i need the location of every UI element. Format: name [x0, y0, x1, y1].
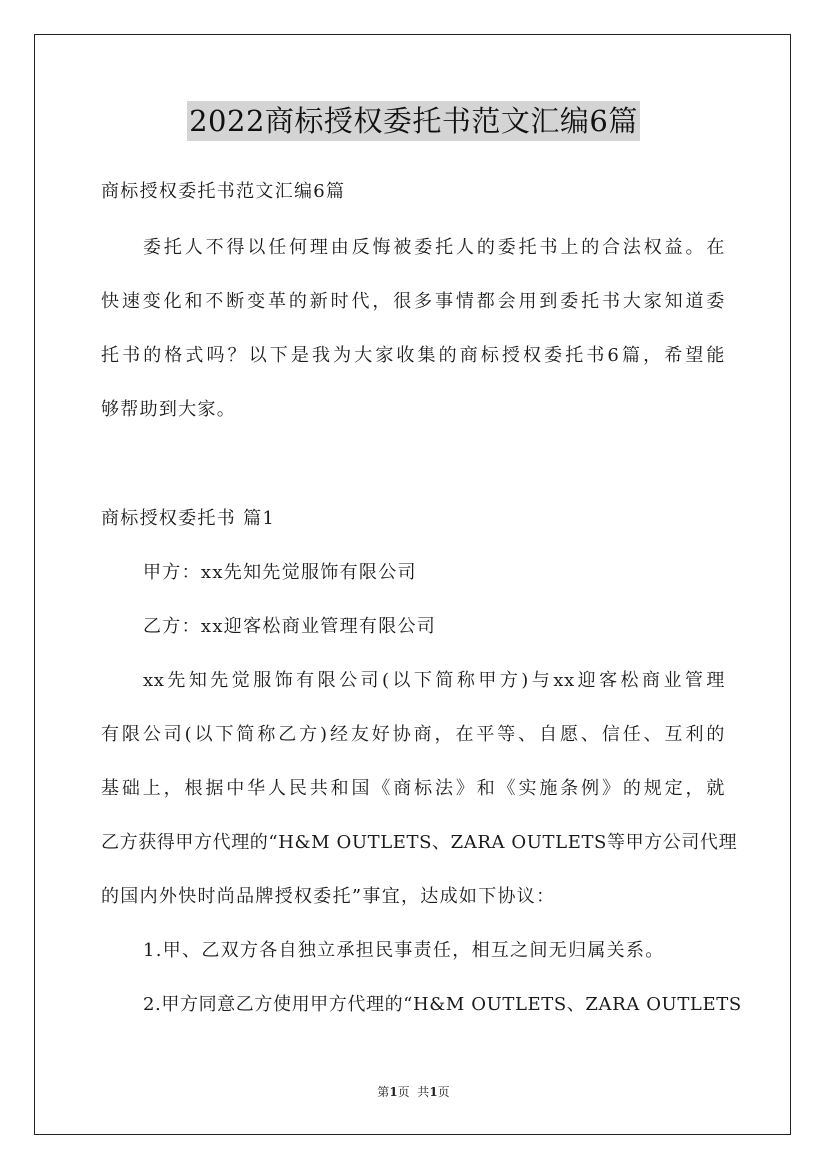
footer-page-prefix: 第 [377, 1085, 390, 1099]
footer-page-suffix: 页 [437, 1085, 450, 1099]
section-heading: 商标授权委托书 篇1 [101, 508, 276, 529]
intro-line-4: 够帮助到大家。 [101, 399, 237, 420]
party-b: 乙方：xx迎客松商业管理有限公司 [143, 616, 437, 637]
body-line-4: 乙方获得甲方代理的“H&M OUTLETS、ZARA OUTLETS等甲方公司代理 [101, 832, 738, 853]
page-footer [0, 1084, 827, 1100]
body-line-3: 基础上，根据中华人民共和国《商标法》和《实施条例》的规定，就 [101, 778, 725, 799]
footer-page-mid: 页 共 [397, 1085, 430, 1099]
clause-1: 1.甲、乙双方各自独立承担民事责任，相互之间无归属关系。 [143, 940, 665, 961]
title-wrap [0, 101, 827, 141]
intro-line-1: 委托人不得以任何理由反悔被委托人的委托书上的合法权益。在 [143, 237, 725, 258]
subtitle: 商标授权委托书范文汇编6篇 [101, 181, 346, 202]
intro-line-3: 托书的格式吗？以下是我为大家收集的商标授权委托书6篇，希望能 [101, 345, 725, 366]
party-a: 甲方：xx先知先觉服饰有限公司 [143, 562, 417, 583]
footer-page-total: 1 [429, 1085, 438, 1099]
document-title: 2022商标授权委托书范文汇编6篇 [187, 101, 640, 141]
body-line-1: xx先知先觉服饰有限公司(以下简称甲方)与xx迎客松商业管理 [143, 670, 725, 691]
body-line-2: 有限公司(以下简称乙方)经友好协商，在平等、自愿、信任、互利的 [101, 724, 725, 745]
intro-line-2: 快速变化和不断变革的新时代，很多事情都会用到委托书大家知道委 [101, 291, 725, 312]
clause-2: 2.甲方同意乙方使用甲方代理的“H&M OUTLETS、ZARA OUTLETS [143, 994, 742, 1015]
body-line-5: 的国内外快时尚品牌授权委托”事宜，达成如下协议： [101, 886, 556, 907]
footer-page-number: 1 [389, 1085, 398, 1099]
